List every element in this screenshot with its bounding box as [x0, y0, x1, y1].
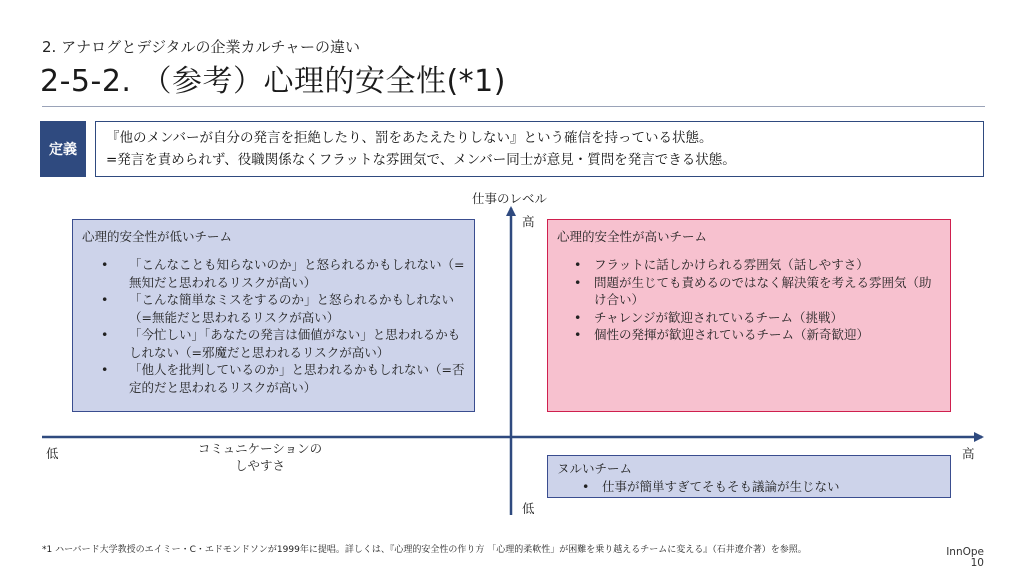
- list-item: • 個性の発揮が歓迎されているチーム（新奇歓迎）: [594, 326, 941, 344]
- x-axis-label-line-2: しやすさ: [234, 458, 285, 473]
- definition-line-1: 『他のメンバーが自分の発言を拒絶したり、罰をあたえたりしない』という確信を持っている状態。: [106, 130, 713, 146]
- high-safety-title: 心理的安全性が高いチーム: [557, 229, 708, 244]
- low-safety-list: [82, 256, 465, 396]
- high-safety-list: [557, 256, 941, 344]
- x-axis-high: 高: [962, 446, 975, 461]
- x-axis-label-line-1: コミュニケーションの: [197, 441, 323, 456]
- definition-label: 定義: [40, 121, 86, 177]
- lax-team-quadrant: [547, 455, 951, 498]
- lax-team-list: [557, 478, 941, 496]
- brand-footer: [946, 547, 984, 569]
- lax-team-title: ヌルいチーム: [557, 461, 633, 476]
- list-item: • 問題が生じても責めるのではなく解決策を考える雰囲気（助け合い）: [594, 274, 941, 309]
- list-item: • 「こんなことも知らないのか」と怒られるかもしれない（=無知だと思われるリスクが高い）: [129, 256, 469, 291]
- x-axis-low: 低: [46, 446, 59, 461]
- list-item: • 「他人を批判しているのか」と思われるかもしれない（=否定的だと思われるリスクが高い）: [129, 361, 469, 396]
- high-safety-quadrant: [547, 219, 951, 412]
- low-safety-title: 心理的安全性が低いチーム: [82, 229, 233, 244]
- y-axis-high: 高: [522, 214, 535, 229]
- definition-line-2: =発言を責められず、役職関係なくフラットな雰囲気で、メンバー同士が意見・質問を発言できる状態。: [106, 152, 736, 168]
- list-item: • 仕事が簡単すぎてそもそも議論が生じない: [602, 478, 941, 496]
- page-number: 10: [970, 557, 984, 569]
- list-item: • フラットに話しかけられる雰囲気（話しやすさ）: [594, 256, 941, 274]
- y-axis-label: 仕事のレベル: [472, 191, 548, 206]
- brand-name: InnOpe: [946, 546, 984, 558]
- list-item: • 「こんな簡単なミスをするのか」と怒られるかもしれない（=無能だと思われるリスクが高い）: [129, 291, 469, 326]
- list-item: • チャレンジが歓迎されているチーム（挑戦）: [594, 309, 941, 327]
- x-axis-label: [180, 440, 340, 474]
- y-axis-low: 低: [522, 501, 535, 516]
- footnote: *1 ハーバード大学教授のエイミー・C・エドモンドソンが1999年に提唱。詳しくは、『心理的安全性の作り方 「心理的柔軟性」が困難を乗り越えるチームに変える』（石井遼介著）を参照。: [42, 545, 807, 555]
- page-title: 2-5-2. （参考）心理的安全性(*1): [40, 64, 506, 99]
- list-item: • 「今忙しい」「あなたの発言は価値がない」と思われるかもしれない（=邪魔だと思われるリスクが高い）: [129, 326, 469, 361]
- section-subtitle: 2. アナログとデジタルの企業カルチャーの違い: [42, 38, 361, 56]
- low-safety-quadrant: [72, 219, 475, 412]
